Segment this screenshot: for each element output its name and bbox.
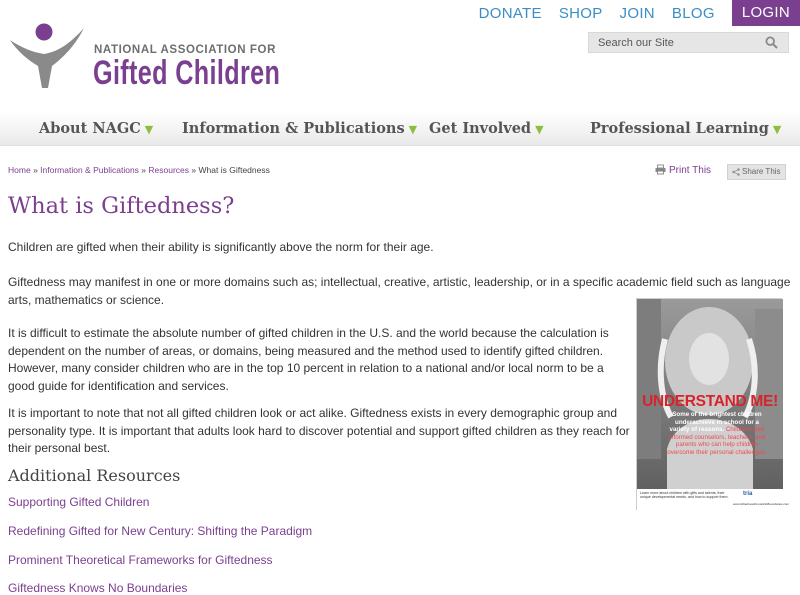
nagc-logo[interactable] — [8, 18, 281, 92]
logo-figure-icon — [8, 18, 90, 90]
chevron-down-icon: ▼ — [535, 123, 544, 136]
poster-footer: Learn more about children with gifts and talents, their unique developmental needs, and how to support them. — [640, 491, 729, 500]
poster-copy-white: Some of the brightest children underachieve in school for a variety of reasons. — [669, 411, 762, 434]
search-icon[interactable] — [765, 36, 778, 49]
poster-copy — [667, 411, 767, 457]
print-button[interactable] — [655, 165, 711, 176]
share-button[interactable] — [727, 164, 786, 180]
estimate-paragraph: It is difficult to estimate the absolute number of gifted children in the U.S. and the world because the calculation is dependent on the number of areas, or domains, being measured and the method used to identify gifted children. However, many consider children who are in the top 10 percent in relation to a national and/or local norm to be a good guide for identification and services. — [8, 326, 609, 393]
logo-tagline: NATIONAL ASSOCIATION FOR — [94, 44, 276, 56]
breadcrumb-current: What is Giftedness — [198, 165, 270, 175]
search-box — [588, 32, 789, 53]
search-input[interactable] — [589, 33, 759, 52]
understand-me-poster — [636, 298, 790, 510]
resource-link-frameworks[interactable]: Prominent Theoretical Frameworks for Giftedness — [8, 553, 273, 567]
domains-paragraph: Giftedness may manifest in one or more domains such as; intellectual, creative, artistic, leadership, or in a specific academic field such as language arts, mathematics or science. — [8, 275, 791, 307]
printer-icon — [655, 165, 666, 174]
share-icon — [732, 168, 740, 176]
chevron-down-icon: ▼ — [772, 123, 782, 136]
share-label: Share This — [742, 167, 781, 176]
poster-copy-red: Children need informed counselors, teachers, and parents who can help children overcome their personal challenges. — [667, 426, 767, 456]
print-label: Print This — [669, 165, 712, 176]
diversity-paragraph: It is important to note that not all gifted children look or act alike. Giftedness exists in every demographic group and personality type. It is important that adults look hard to discover potential and support gifted children as they reach for their personal best. — [8, 406, 630, 455]
resource-link-no-boundaries[interactable]: Giftedness Knows No Boundaries — [8, 581, 188, 595]
nav-professional-learning[interactable] — [590, 120, 781, 137]
breadcrumb-resources[interactable]: Resources — [148, 165, 190, 175]
poster-headline: UNDERSTAND ME! — [642, 393, 778, 410]
resource-link-supporting[interactable]: Supporting Gifted Children — [8, 495, 150, 509]
site-header — [0, 0, 800, 112]
login-button[interactable]: LOGIN — [732, 0, 800, 26]
nav-information-publications[interactable] — [182, 120, 417, 137]
page-title: What is Giftedness? — [8, 193, 235, 219]
poster-brand: tria — [743, 491, 753, 497]
breadcrumb-home[interactable]: Home — [8, 165, 31, 175]
intro-paragraph: Children are gifted when their ability is significantly above the norm for their age. — [8, 240, 434, 254]
nav-label: About NAGC — [39, 120, 141, 137]
join-link[interactable]: JOIN — [619, 4, 655, 22]
logo-wordmark: Gifted Children — [93, 54, 281, 92]
nav-label: Information & Publications — [182, 120, 405, 137]
nav-label: Professional Learning — [590, 120, 769, 137]
breadcrumb-separator: » — [141, 165, 147, 175]
breadcrumb-separator: » — [191, 165, 197, 175]
utility-links — [479, 0, 800, 26]
poster-url: www.GiftednessKnowsNoBoundaries.com — [733, 502, 790, 506]
chevron-down-icon: ▼ — [144, 123, 154, 136]
blog-link[interactable]: BLOG — [671, 4, 715, 22]
additional-resources-heading: Additional Resources — [8, 466, 181, 485]
nav-about-nagc[interactable] — [39, 120, 153, 137]
nav-label: Get Involved — [429, 120, 532, 137]
main-nav — [0, 112, 800, 146]
breadcrumb-information-publications[interactable]: Information & Publications — [40, 165, 139, 175]
nav-get-involved[interactable] — [429, 120, 544, 137]
shop-link[interactable]: SHOP — [558, 4, 603, 22]
resource-link-redefining[interactable]: Redefining Gifted for New Century: Shifting the Paradigm — [8, 524, 313, 538]
chevron-down-icon: ▼ — [408, 123, 418, 136]
breadcrumb — [8, 165, 270, 175]
donate-link[interactable]: DONATE — [478, 4, 542, 22]
breadcrumb-separator: » — [33, 165, 38, 175]
